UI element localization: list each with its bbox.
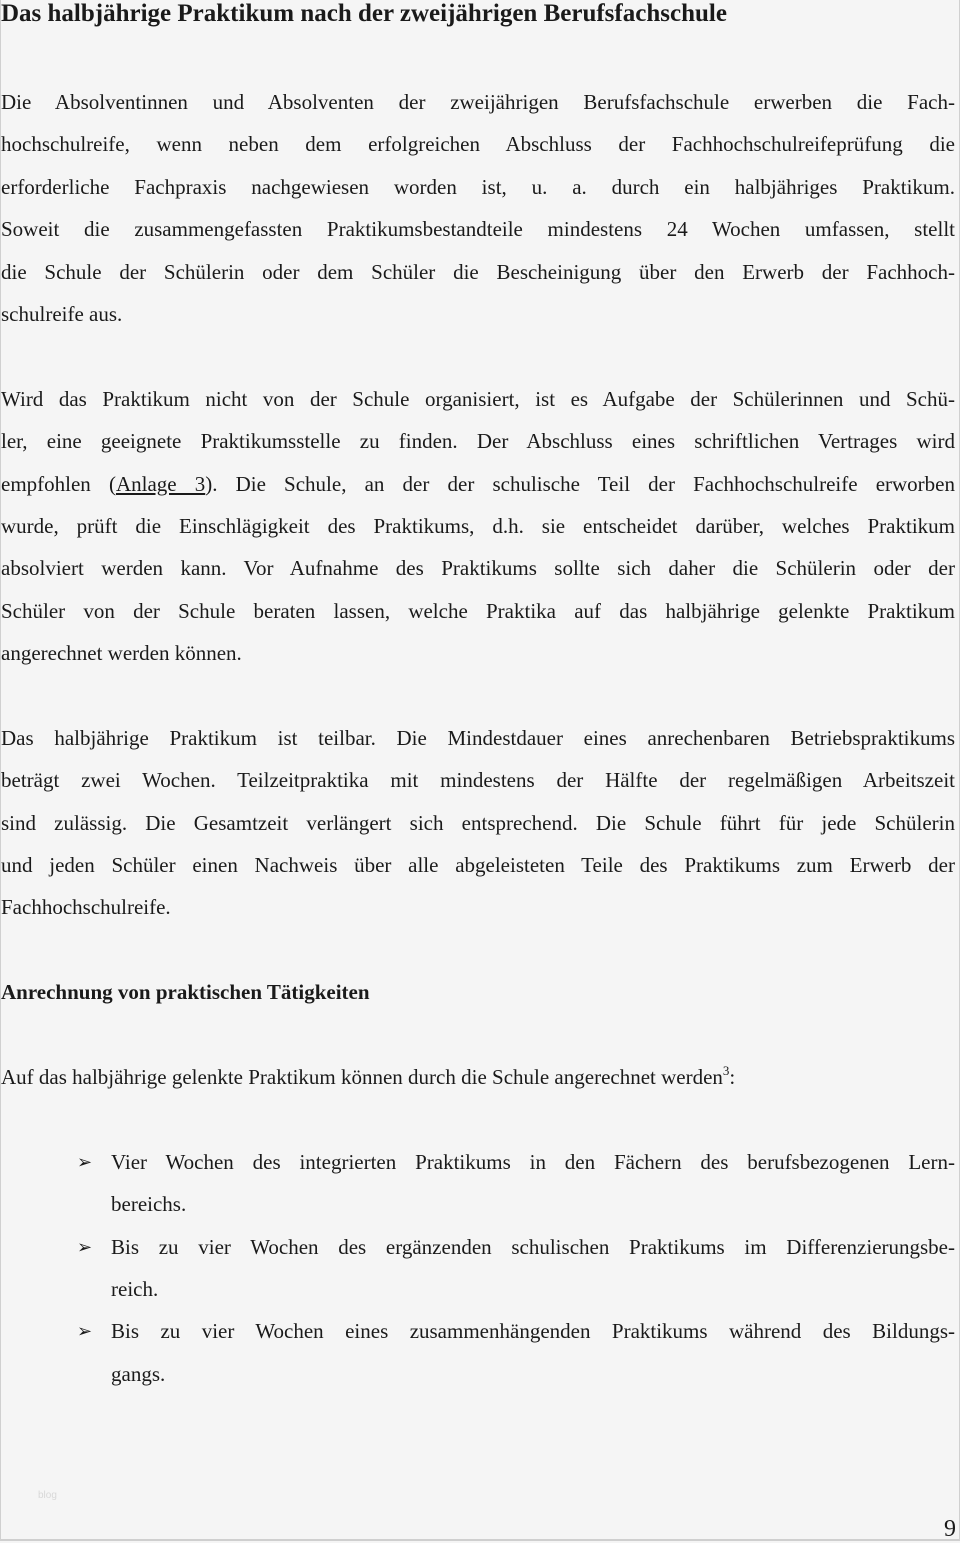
list-item [1, 1226, 955, 1268]
text-line: und jeden Schüler einen Nachweis über alle abgeleisteten Teile des Praktikums zum Erwerb der [1, 853, 955, 878]
text-line: Die Absolventinnen und Absolventen der zweijährigen Berufsfachschule erwerben die Fach- [1, 90, 955, 114]
text-line: beträgt zwei Wochen. Teilzeitpraktika mit mindestens der Hälfte der regelmäßigen Arbeitszeit [1, 768, 955, 793]
document-body [1, 81, 955, 1395]
list-item-text: Bis zu vier Wochen des ergänzenden schulischen Praktikums im Differenzierungsbe- [111, 1234, 955, 1259]
bullet-list [1, 1141, 955, 1395]
arrowhead-bullet-icon: ➢ [77, 1236, 93, 1257]
list-item-continuation: bereichs. [111, 1192, 187, 1217]
list-item [1, 1141, 955, 1183]
text-line: hochschulreife, wenn neben dem erfolgreichen Abschluss der Fachhochschulreifeprüfung die [1, 132, 955, 157]
arrowhead-bullet-icon: ➢ [77, 1151, 93, 1172]
text-line: Wird das Praktikum nicht von der Schule organisiert, ist es Aufgabe der Schülerinnen und Schü- [1, 386, 955, 411]
page-title: Das halbjährige Praktikum nach der zweijährigen Berufsfachschule [1, 0, 727, 27]
text-line: absolviert werden kann. Vor Aufnahme des Praktikums sollte sich daher die Schülerin oder der [1, 556, 955, 581]
list-item-continuation: gangs. [111, 1361, 166, 1386]
arrowhead-bullet-icon: ➢ [77, 1321, 93, 1342]
intro-tail: : [729, 1064, 736, 1089]
page-number: 9 [944, 1516, 956, 1542]
text-line: angerechnet werden können. [1, 641, 242, 666]
text-line: die Schule der Schülerin oder dem Schüler die Bescheinigung über den Erwerb der Fachhoch- [1, 259, 955, 284]
list-item [1, 1310, 955, 1352]
text-line: erforderliche Fachpraxis nachgewiesen worden ist, u. a. durch ein halbjähriges Praktikum. [1, 174, 955, 199]
text-line: Fachhochschulreife. [1, 895, 171, 920]
text-line: Schüler von der Schule beraten lassen, welche Praktika auf das halbjährige gelenkte Praktikum [1, 598, 955, 623]
section-heading: Anrechnung von praktischen Tätigkeiten [1, 980, 370, 1005]
text-line: sind zulässig. Die Gesamtzeit verlängert sich entsprechend. Die Schule führt für jede Schülerin [1, 810, 955, 835]
list-item-continuation: reich. [111, 1276, 159, 1301]
text-segment: empfohlen ( [1, 471, 116, 496]
intro-text: Auf das halbjährige gelenkte Praktikum können durch die Schule angerechnet werden [1, 1064, 723, 1089]
paragraph-1 [1, 81, 955, 335]
watermark: blog [38, 1490, 57, 1501]
text-line: wurde, prüft die Einschlägigkeit des Praktikums, d.h. sie entscheidet darüber, welches Praktikum [1, 513, 955, 538]
text-line [1, 463, 955, 505]
text-line: Das halbjährige Praktikum ist teilbar. Die Mindestdauer eines anrechenbaren Betriebspraktikums [1, 725, 955, 750]
text-line: Soweit die zusammengefassten Praktikumsbestandteile mindestens 24 Wochen umfassen, stellt [1, 217, 955, 242]
text-segment: ). Die Schule, an der der schulische Teil der Fachhochschulreife erworben [205, 471, 955, 496]
paragraph-3 [1, 717, 955, 929]
anlage-3-link[interactable]: Anlage 3 [115, 471, 206, 496]
intro-line [1, 1056, 955, 1098]
list-item-text: Vier Wochen des integrierten Praktikums in den Fächern des berufsbezogenen Lern- [111, 1149, 955, 1174]
text-line: schulreife aus. [1, 301, 123, 326]
footnote-ref: 3 [722, 1062, 730, 1078]
paragraph-2 [1, 378, 955, 675]
text-line: ler, eine geeignete Praktikumsstelle zu finden. Der Abschluss eines schriftlichen Vertrages wird [1, 429, 955, 454]
list-item-text: Bis zu vier Wochen eines zusammenhängenden Praktikums während des Bildungs- [111, 1319, 955, 1344]
